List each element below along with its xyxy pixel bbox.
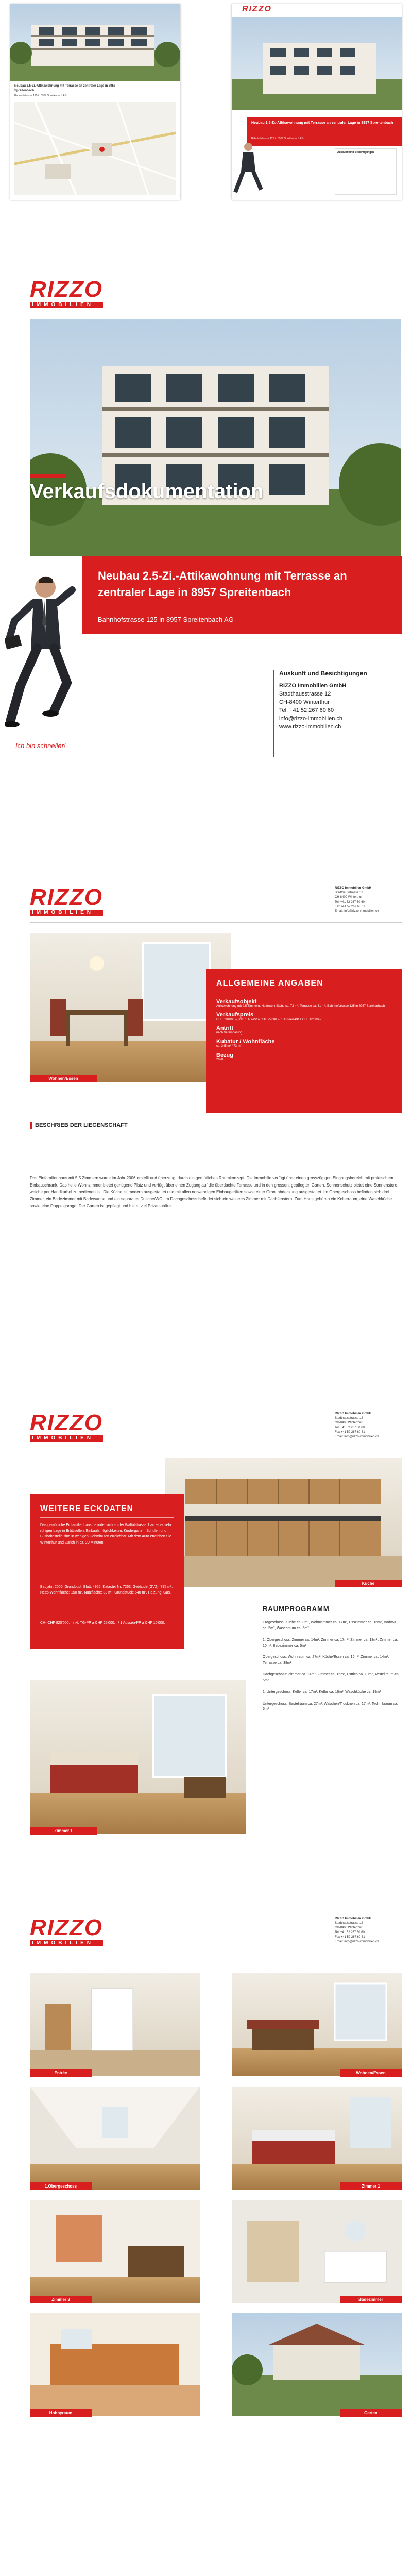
gallery-caption-badezimmer: Badezimmer — [340, 2296, 402, 2303]
building-photo — [10, 4, 180, 81]
cover-headline: Neubau 2.5-Zi.-Attikawohnung mit Terrasse an zentraler Lage in 8957 Spreitenbach — [98, 569, 347, 599]
p3-contact-email[interactable]: Email: info@rizzo-immobilien.ch — [335, 1435, 379, 1438]
p4-contact-city: CH-8400 Winterthur — [335, 1926, 363, 1929]
p4-contact-fax: Fax +41 52 267 60 61 — [335, 1936, 365, 1939]
room-program-entry: 1. Untergeschoss: Keller ca. 17m², Keller ca. 16m², Waschküche ca. 19m² — [263, 1690, 381, 1694]
gallery-caption-zimmer3: Zimmer 3 — [30, 2296, 92, 2303]
info-label: Antritt — [216, 1025, 233, 1031]
overview-logo: RIZZO — [242, 5, 272, 13]
p2-contact-email[interactable]: Email: info@rizzo-immobilien.ch — [335, 910, 379, 913]
info-value: 2020 — [216, 1058, 224, 1061]
gallery-caption-obergeschoss: 1.Obergeschoss — [30, 2182, 92, 2190]
p2-contact-city: CH-8400 Winterthur — [335, 896, 363, 899]
info-value: CHF 690'000.–, inkl. 1 TG-PP à CHF 25'000.–, 1 Aussen-PP à CHF 10'000.– — [216, 1018, 321, 1021]
cover-address: Bahnhofstrasse 125 in 8957 Spreitenbach AG — [98, 616, 234, 623]
p3-contact-phone: Tel. +41 52 267 60 60 — [335, 1426, 365, 1429]
gallery-photo-garten — [232, 2313, 402, 2416]
overview-left-caption-sub: Bahnhofstrasse 125 in 8957 Spreitenbach AG — [14, 94, 67, 97]
p2-info-box — [206, 969, 402, 1113]
p3-contact-company: RIZZO Immobilien GmbH — [335, 1412, 372, 1415]
p3-logo: RIZZO IMMOBILIEN — [30, 1410, 103, 1441]
p2-photo-caption: Wohnen/Essen — [30, 1075, 97, 1082]
contact-company: RIZZO Immobilien GmbH — [279, 683, 347, 689]
p3-box-text: Das gemütliche Einfamilienhaus befindet sich an der Waltalstrasse 1 an einer sehr ruhigen Lage in Brüttisellen. Einkaufsmöglichkeiten, Kindergarten, Schulen und Bushaltestelle sind in wenigen Gehminuten erreichbar. Mit dem Auto erreichen Sie Winterthur und Zürich in ca. 20 Minuten. — [40, 1523, 171, 1545]
p2-contact-company: RIZZO Immobilien GmbH — [335, 887, 372, 890]
contact-city: CH-8400 Winterthur — [279, 699, 330, 705]
room-program-entry: Dachgeschoss: Zimmer ca. 14m², Zimmer ca. 15m², Estrich ca. 10m², Abstellraum ca. 5m² — [263, 1673, 400, 1682]
info-label: Kubatur / Wohnfläche — [216, 1039, 275, 1045]
gallery-photo-obergeschoss — [30, 2087, 200, 2190]
overview-left-page — [10, 4, 180, 200]
overview-right-caption-title: Neubau 2.5-Zi.-Attikawohnung mit Terrasse an zentraler Lage in 8957 Spreitenbach — [251, 121, 393, 125]
gallery-photo-hobbyraum — [30, 2313, 200, 2416]
overview-contact-box — [335, 148, 397, 195]
cover-title: Verkaufsdokumentation — [30, 480, 264, 503]
cover-building-photo — [30, 319, 401, 556]
p2-contact-street: Stadthausstrasse 12 — [335, 891, 363, 894]
p3-contact-street: Stadthausstrasse 12 — [335, 1417, 363, 1420]
info-label: Verkaufspreis — [216, 1012, 254, 1018]
contact-email[interactable]: info@rizzo-immobilien.ch — [279, 715, 343, 722]
p3-kitchen-caption: Küche — [335, 1580, 402, 1587]
cover-logo-sub: IMMOBILIEN — [30, 302, 103, 308]
contact-accent-bar — [273, 670, 274, 757]
p4-logo-sub: IMMOBILIEN — [30, 1940, 103, 1946]
gallery-caption-garten: Garten — [340, 2409, 402, 2417]
gallery-photo-zimmer1 — [232, 2087, 402, 2190]
cover-page — [0, 258, 412, 840]
cover-contact-title: Auskunft und Besichtigungen — [279, 670, 367, 677]
p3-contact — [335, 1412, 379, 1439]
p3-logo-sub: IMMOBILIEN — [30, 1435, 103, 1442]
gallery-caption-hobbyraum: Hobbyraum — [30, 2409, 92, 2417]
running-man-thumb — [233, 141, 264, 197]
info-label: Verkaufsobjekt — [216, 998, 257, 1005]
p2-contact-fax: Fax +41 52 267 60 61 — [335, 905, 365, 908]
last-page — [0, 2452, 412, 2576]
info-item — [216, 998, 391, 1008]
p4-contact-street: Stadthausstrasse 12 — [335, 1922, 363, 1925]
p3-box-text3: CH- CHF 920'000.– inkl. TG-PP à CHF 25'000.– / 1 Aussen-PP à CHF 10'000.– — [40, 1621, 167, 1625]
p2-section-title: BESCHRIEB DER LIEGENSCHAFT — [35, 1122, 128, 1128]
gallery-caption-wohnen: Wohnen/Essen — [340, 2069, 402, 2077]
p2-box-title: ALLGEMEINE ANGABEN — [216, 979, 323, 988]
room-program-entry: Untergeschoss: Bastelraum ca. 27m², Waschen/Trocknen ca. 17m², Technikraum ca. 6m² — [263, 1702, 398, 1711]
info-value: ca. 245 m³ / 73 m² — [216, 1045, 242, 1048]
overview-section — [0, 0, 412, 206]
info-value: nach Vereinbarung — [216, 1031, 243, 1035]
gallery-caption-entree: Entrée — [30, 2069, 92, 2077]
p2-logo-sub: IMMOBILIEN — [30, 910, 103, 916]
p3-kitchen-photo — [165, 1458, 402, 1587]
overview-right-redbox — [247, 117, 402, 146]
page-3 — [0, 1401, 412, 1896]
cover-logo: RIZZO IMMOBILIEN — [30, 277, 103, 308]
room-program-entry: Erdgeschoss: Küche ca. 8m², Wohnzimmer ca. 17m², Esszimmer ca. 16m², Bad/WC ca. 5m², Waschraum ca. 6m² — [263, 1621, 398, 1630]
p3-room-title: RAUMPROGRAMM — [263, 1605, 330, 1613]
p4-contact-company: RIZZO Immobilien GmbH — [335, 1917, 372, 1920]
cover-contact-lines — [279, 682, 346, 732]
p3-room1-caption: Zimmer 1 — [30, 1827, 97, 1835]
location-map — [14, 102, 176, 195]
overview-right-page — [232, 4, 402, 200]
info-item — [216, 1025, 391, 1035]
p2-divider — [30, 922, 402, 923]
overview-left-caption-title: Neubau 2.5-Zi.-Attikawohnung mit Terrasse an zentraler Lage in 8957 Spreitenbach — [14, 84, 116, 93]
cover-red-box — [82, 556, 402, 634]
gallery-photo-entree — [30, 1973, 200, 2076]
p2-contact — [335, 886, 379, 914]
title-accent-bar — [30, 474, 66, 478]
p3-contact-fax: Fax +41 52 267 60 61 — [335, 1431, 365, 1434]
p3-room-program — [263, 1620, 402, 1719]
cover-photo-thumb — [232, 17, 402, 110]
room-program-entry: 1. Obergeschoss: Zimmer ca. 14m², Zimmer ca. 17m², Zimmer ca. 13m², Zimmer ca. 10m², Badezimmer ca. 5m² — [263, 1638, 398, 1648]
p2-section-accent — [30, 1122, 32, 1129]
p4-contact-phone: Tel. +41 52 267 60 60 — [335, 1931, 365, 1934]
p4-contact-email[interactable]: Email: info@rizzo-immobilien.ch — [335, 1940, 379, 1943]
p4-contact — [335, 1917, 379, 1944]
cover-contact-block — [273, 670, 402, 762]
p3-room1-photo — [30, 1680, 246, 1834]
info-item — [216, 1052, 391, 1061]
p4-logo: RIZZO IMMOBILIEN — [30, 1915, 103, 1946]
page-2 — [0, 876, 412, 1381]
cover-slogan: Ich bin schneller! — [15, 742, 66, 750]
page-4-gallery — [0, 1906, 412, 2432]
gallery-photo-wohnen — [232, 1973, 402, 2076]
p2-living-photo — [30, 933, 231, 1082]
p2-logo: RIZZO IMMOBILIEN — [30, 885, 103, 916]
info-item — [216, 1012, 391, 1021]
overview-contact-title: Auskunft und Besichtigungen — [337, 151, 374, 154]
gallery-caption-zimmer1: Zimmer 1 — [340, 2182, 402, 2190]
p3-box-divider — [40, 1517, 174, 1518]
p3-contact-city: CH-8400 Winterthur — [335, 1421, 363, 1425]
p3-red-box — [30, 1494, 184, 1649]
contact-phone: Tel. +41 52 267 60 60 — [279, 707, 334, 714]
p2-info-items — [216, 998, 391, 1065]
p3-box-title: WEITERE ECKDATEN — [40, 1504, 134, 1513]
info-value: Attikawohnung mit 2.5 Zimmern, Nettowohnfläche ca. 73 m², Terrasse ca. 51 m², Bahnhofstrasse 125 in 8957 Spreitenbach — [216, 1005, 385, 1008]
contact-street: Stadthausstrasse 12 — [279, 690, 331, 697]
running-businessman — [5, 572, 77, 732]
info-label: Bezug — [216, 1052, 233, 1058]
gallery-photo-zimmer3 — [30, 2200, 200, 2303]
p2-description: Das Einfamilienhaus mit 5.5 Zimmern wurde im Jahr 2006 erstellt und überzeugt durch ein gemütliches Raumkonzept. Die Immobilie verfügt über einen grosszügigen Eingangsbereich mit praktischem Einbauschrank. Das helle Wohnzimmer bietet genügend Platz und verfügt über einen Zugang auf die überdachte Terrasse und in den grossen, gepflegten Garten. Sonnenschutz bietet eine Sonnenstore, welche per Handkurbel zu bedienen ist. Die Küche ist modern ausgestattet und mit allen notwendigen Einbaugeräten sowie einer Granitabdeckung ausgestattet. Im Obergeschoss befinden sich drei Zimmer, ein Badezimmer mit Badewanne und ein separates Dusche/WC. Im Dachgeschoss befindet sich ein weiteres Zimmer mit Dachfenstern. Zum Haus gehören ein Kellerraum, eine Waschküche sowie eine Doppelgarage. Der Garten ist gepflegt und bietet viel Privatsphäre. — [30, 1176, 399, 1209]
p2-contact-phone: Tel. +41 52 267 60 60 — [335, 901, 365, 904]
overview-right-caption-sub: Bahnhofstrasse 125 in 8957 Spreitenbach AG — [251, 137, 304, 140]
p3-box-text2: Baujahr: 2006, Grundbuch Blatt: 4966, Kataster Nr. 7263, Gebäude (GVZ): 795 m³, Netto-Wohnfläche: 150 m², Nutzfläche: 33 m², Grundstück: 540 m², Heizung: Gas. — [40, 1585, 173, 1595]
info-item — [216, 1039, 391, 1048]
gallery-photo-badezimmer — [232, 2200, 402, 2303]
room-program-entry: Obergeschoss: Wohnraum ca. 27m², Küche/Essen ca. 16m², Zimmer ca. 14m², Terrasse ca. 38m² — [263, 1655, 389, 1665]
contact-web[interactable]: www.rizzo-immobilien.ch — [279, 723, 341, 730]
